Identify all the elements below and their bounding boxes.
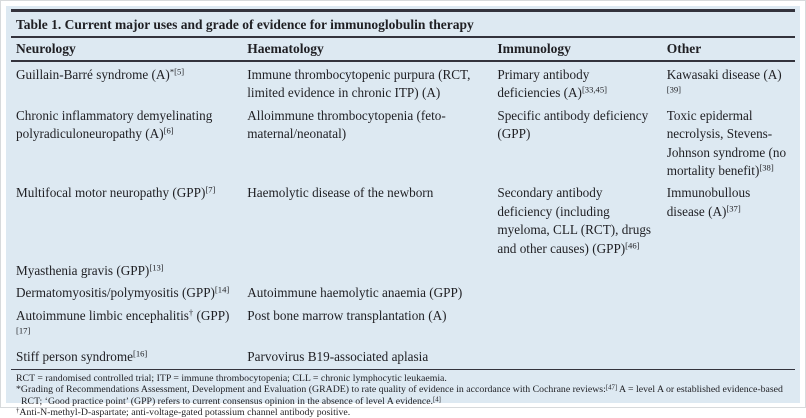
footnote-line — [16, 373, 793, 384]
table-title: Table 1. Current major uses and grade of evidence for immunoglobulin therapy — [16, 17, 474, 32]
text-segment: A = level A or established evidence-based — [617, 384, 783, 396]
text-segment: RCT; ‘Good practice point’ (GPP) refers to current consensus opinion in the absence of level A evidence. — [21, 395, 433, 407]
table-row — [11, 282, 795, 304]
table-cell — [242, 61, 492, 105]
table-row — [11, 346, 795, 368]
table-cell — [11, 346, 242, 368]
text-segment: Chronic inflammatory demyelinating polyradiculoneuropathy (A) — [16, 107, 213, 142]
reference-superscript: † — [16, 407, 20, 415]
table-cell — [11, 105, 242, 183]
reference-superscript: [33,45] — [581, 84, 607, 95]
table-cell — [242, 260, 492, 282]
table-cell — [242, 282, 492, 304]
table-cell — [11, 61, 242, 105]
text-segment: Stiff person syndrome — [16, 348, 133, 364]
table-cell — [242, 305, 492, 346]
reference-superscript: [38] — [759, 162, 774, 173]
reference-superscript: [6] — [163, 125, 174, 136]
text-segment: Autoimmune limbic encephalitis — [16, 307, 189, 323]
evidence-table — [11, 36, 795, 368]
table-row — [11, 305, 795, 346]
text-segment: Primary antibody deficiencies (A) — [497, 67, 590, 101]
table-cell — [492, 305, 661, 346]
table-row — [11, 61, 795, 105]
column-header-neurology: Neurology — [11, 37, 242, 61]
table-cell — [11, 282, 242, 304]
table-cell — [11, 260, 242, 282]
table-cell — [242, 105, 492, 183]
table-cell — [662, 105, 795, 183]
text-segment: Secondary antibody deficiency (including myeloma, CLL (RCT), drugs and other causes) (GPP) — [497, 185, 652, 256]
table-cell — [11, 305, 242, 346]
footnote-line — [16, 396, 793, 407]
table-cell — [242, 182, 492, 260]
text-segment: Kawasaki disease (A) — [666, 67, 782, 82]
reference-superscript: [46] — [625, 240, 640, 251]
text-segment: Haemolytic disease of the newborn — [247, 185, 434, 201]
table-cell — [492, 182, 661, 260]
table-cell — [492, 282, 661, 304]
text-segment: Toxic epidermal necrolysis, Stevens-Johnson syndrome (no mortality benefit) — [666, 107, 787, 179]
text-segment: Guillain-Barré syndrome (A) — [16, 67, 170, 82]
table-cell — [662, 282, 795, 304]
reference-superscript: [39] — [666, 84, 682, 95]
table-cell — [492, 260, 661, 282]
text-segment: *Grading of Recommendations Assessment, Development and Evaluation (GRADE) to rate quality of evidence in accordance with Cochrane reviews: — [16, 384, 606, 396]
text-segment: (GPP) — [193, 307, 230, 323]
reference-superscript: [47] — [605, 384, 618, 392]
table-cell — [662, 260, 795, 282]
text-segment: Post bone marrow transplantation (A) — [247, 307, 447, 323]
reference-superscript: [13] — [149, 262, 164, 273]
table-cell — [662, 61, 795, 105]
text-segment: Immunobullous disease (A) — [666, 185, 751, 219]
text-segment: RCT = randomised controlled trial; ITP = immune thrombocytopenia; CLL = chronic lymphocytic leukaemia. — [16, 373, 447, 385]
table-cell — [662, 305, 795, 346]
text-segment: Myasthenia gravis (GPP) — [16, 263, 150, 279]
text-segment: Dermatomyositis/polymyositis (GPP) — [16, 285, 215, 301]
text-segment: Immune thrombocytopenic purpura (RCT, limited evidence in chronic ITP) (A) — [247, 67, 471, 101]
reference-superscript: [37] — [726, 203, 741, 214]
text-segment: Specific antibody deficiency (GPP) — [497, 107, 649, 142]
text-segment: Autoimmune haemolytic anaemia (GPP) — [247, 285, 463, 301]
footnotes — [11, 369, 795, 418]
reference-superscript: [17] — [16, 325, 31, 336]
table-row — [11, 182, 795, 260]
table-cell — [242, 346, 492, 368]
text-segment: Multifocal motor neuropathy (GPP) — [16, 185, 206, 201]
reference-superscript: [16] — [132, 348, 148, 359]
column-header-haematology: Haematology — [242, 37, 492, 61]
column-header-other: Other — [662, 37, 795, 61]
column-header-immunology: Immunology — [492, 37, 661, 61]
reference-superscript: [4] — [433, 396, 441, 403]
table-header-row — [11, 37, 795, 61]
reference-superscript: [7] — [205, 184, 216, 195]
reference-superscript: [14] — [214, 284, 230, 295]
text-segment: Parvovirus B19-associated aplasia — [247, 348, 429, 364]
reference-superscript: *[5] — [169, 66, 185, 77]
text-segment: Alloimmune thrombocytopenia (feto-maternal/neonatal) — [247, 107, 446, 142]
footnote-line — [16, 384, 793, 395]
table-cell — [492, 346, 661, 368]
table-cell — [662, 346, 795, 368]
table-cell — [492, 61, 661, 105]
table-cell — [662, 182, 795, 260]
table-row — [11, 260, 795, 282]
table-cell — [492, 105, 661, 183]
text-segment: Anti-N-methyl-D-aspartate; anti-voltage-gated potassium channel antibody positive. — [19, 406, 351, 418]
footnote-line — [16, 407, 793, 418]
reference-superscript: † — [188, 307, 194, 318]
table-row — [11, 105, 795, 183]
table-panel — [6, 6, 800, 418]
table-cell — [11, 182, 242, 260]
